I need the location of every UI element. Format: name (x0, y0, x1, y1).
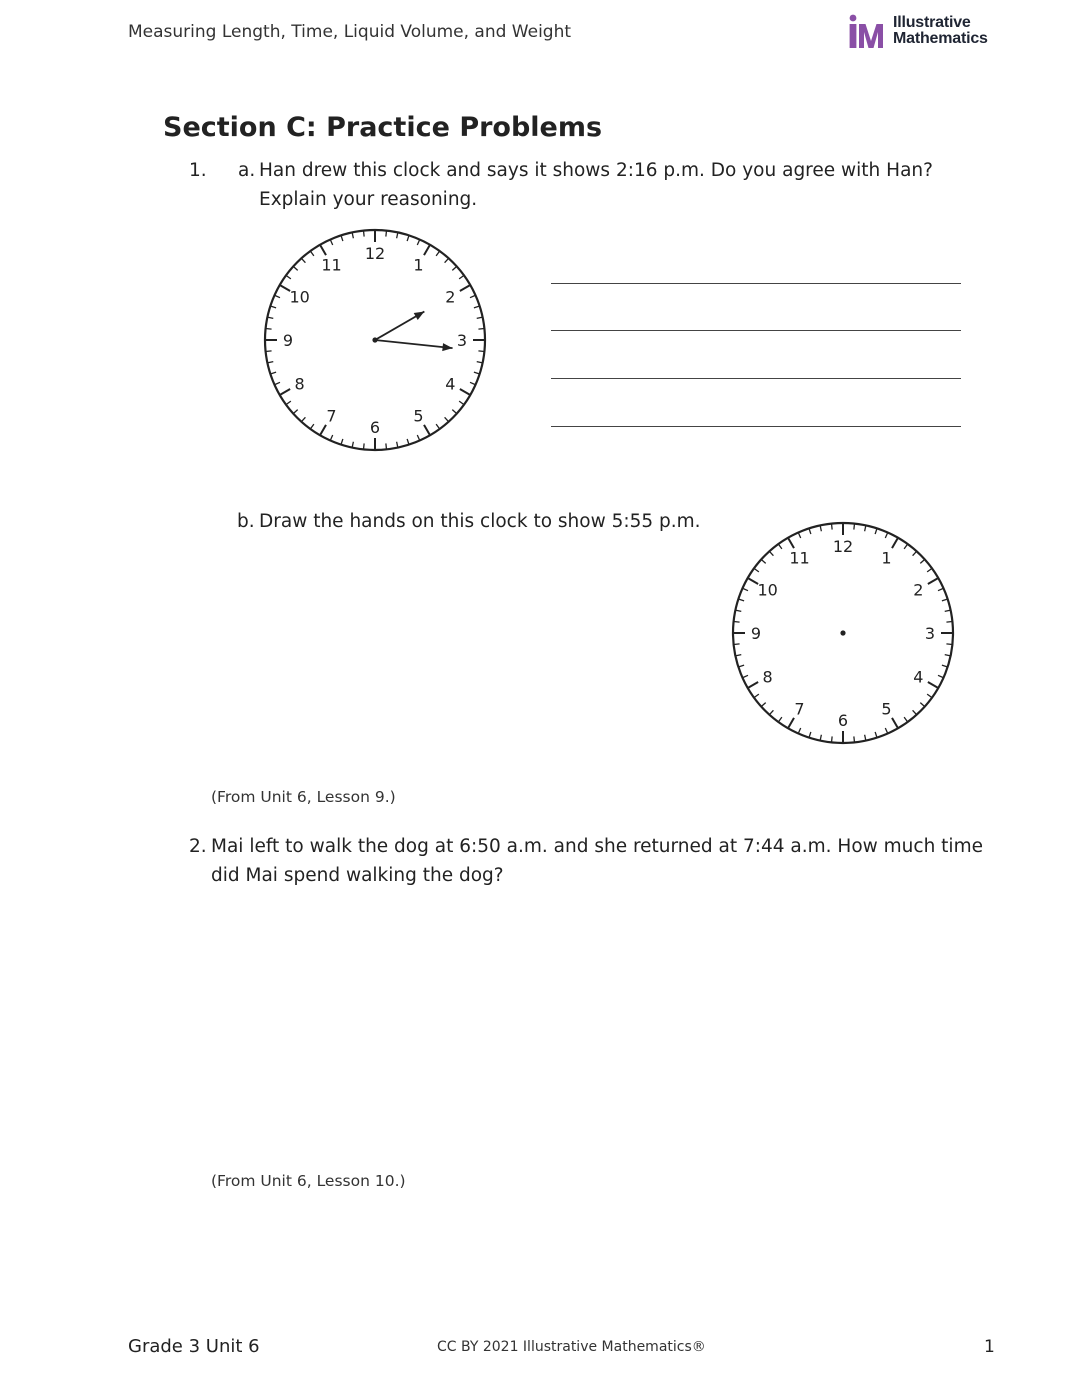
clock-tick (734, 622, 740, 623)
clock-number-7: 7 (794, 699, 805, 719)
problem-1a-label: a. (238, 160, 256, 181)
clock-tick (478, 329, 484, 330)
clock-tick (452, 410, 456, 414)
clock-tick (778, 717, 782, 722)
clock-tick (885, 533, 887, 538)
clock-tick (832, 736, 833, 742)
clock-tick (875, 732, 877, 738)
clock-tick (424, 425, 430, 435)
clock-tick (270, 372, 276, 374)
clock-tick (928, 682, 938, 688)
clock-number-10: 10 (289, 287, 310, 307)
clock-tick (904, 717, 908, 722)
clock-tick (904, 544, 908, 549)
footer-copyright: CC BY 2021 Illustrative Mathematics® (437, 1339, 706, 1355)
im-logo-icon (848, 14, 888, 50)
clock-tick (275, 295, 280, 297)
clock-number-8: 8 (294, 374, 305, 394)
answer-line-2[interactable] (551, 330, 961, 331)
clock-tick (832, 524, 833, 530)
clock-number-12: 12 (832, 537, 854, 556)
clock-tick (280, 389, 290, 395)
clock-tick (364, 231, 365, 237)
clock-number-3: 3 (456, 331, 468, 350)
clock-number-6: 6 (369, 418, 381, 437)
clock-tick (474, 372, 480, 374)
clock-tick (938, 675, 943, 677)
clock-tick (769, 551, 773, 555)
clock-tick (928, 578, 938, 584)
problem-2-text-line2: did Mai spend walking the dog? (211, 865, 504, 886)
clock-number-4: 4 (445, 374, 456, 394)
illustrative-mathematics-logo (848, 14, 998, 50)
clock-tick (436, 251, 440, 256)
clock-number-5: 5 (413, 406, 424, 426)
clock-tick (938, 588, 943, 590)
clock-center-dot (840, 630, 845, 635)
clock-tick (761, 559, 765, 563)
clock-tick (798, 533, 800, 538)
problem-2-text-line1: Mai left to walk the dog at 6:50 a.m. and she returned at 7:44 a.m. How much time (211, 836, 983, 857)
clock-tick (460, 389, 470, 395)
clock-tick (266, 329, 272, 330)
clock-tick (778, 544, 782, 549)
clock-with-hands (261, 226, 489, 454)
clock-number-9: 9 (282, 331, 294, 350)
clock-tick (320, 425, 326, 435)
logo-line-2: Mathematics (893, 30, 988, 47)
clock-number-7: 7 (326, 406, 337, 426)
clock-tick (885, 728, 887, 733)
clock-tick (407, 439, 409, 445)
clock-tick (798, 728, 800, 733)
clock-tick (270, 306, 276, 308)
clock-number-12: 12 (364, 244, 386, 263)
clock-tick (275, 382, 280, 384)
clock-tick (734, 644, 740, 645)
clock-tick (470, 295, 475, 297)
clock-tick (809, 528, 811, 534)
clock-number-11: 11 (789, 548, 810, 568)
problem-1b-label: b. (237, 511, 255, 532)
clock-tick (452, 266, 456, 270)
clock-tick (417, 435, 419, 440)
clock-tick (310, 424, 314, 429)
page-number: 1 (984, 1337, 995, 1357)
problem-1a-text-line1: Han drew this clock and says it shows 2:16 p.m. Do you agree with Han? (259, 160, 933, 181)
clock-tick (743, 675, 748, 677)
clock-number-2: 2 (445, 287, 456, 307)
clock-tick (920, 559, 924, 563)
clock-tick (892, 538, 898, 548)
clock-tick (417, 240, 419, 245)
clock-tick (754, 568, 759, 572)
problem-2-source: (From Unit 6, Lesson 10.) (211, 1172, 406, 1190)
clock-tick (913, 710, 917, 714)
clock-number-1: 1 (881, 548, 892, 568)
logo-line-1: Illustrative (893, 14, 971, 31)
clock-tick (854, 736, 855, 742)
clock-tick (738, 599, 744, 601)
problem-2-number: 2. (189, 836, 207, 857)
clock-tick (946, 622, 952, 623)
clock-tick (809, 732, 811, 738)
clock-tick (459, 275, 464, 279)
clock-tick (754, 694, 759, 698)
hour-hand-arrowhead (414, 312, 425, 320)
clock-tick (386, 443, 387, 449)
clock-number-2: 2 (913, 580, 924, 600)
clock-tick (364, 443, 365, 449)
clock-number-4: 4 (913, 667, 924, 687)
clock-tick (459, 401, 464, 405)
clock-tick (386, 231, 387, 237)
clock-tick (942, 665, 948, 667)
clock-number-6: 6 (837, 711, 849, 730)
clock-tick (875, 528, 877, 534)
clock-tick (330, 240, 332, 245)
clock-tick (301, 417, 305, 421)
footer-grade-unit: Grade 3 Unit 6 (128, 1336, 260, 1357)
clock-tick (310, 251, 314, 256)
clock-number-11: 11 (321, 255, 342, 275)
clock-tick (470, 382, 475, 384)
logo-wordmark (893, 15, 988, 47)
clock-tick (301, 258, 305, 262)
clock-tick (293, 410, 297, 414)
problem-1-number: 1. (189, 160, 207, 181)
clock-number-9: 9 (750, 624, 762, 643)
clock-tick (286, 275, 291, 279)
document-header-title: Measuring Length, Time, Liquid Volume, and Weight (128, 22, 572, 42)
clock-tick (769, 710, 773, 714)
clock-tick (320, 245, 326, 255)
clock-tick (478, 351, 484, 352)
clock-tick (293, 266, 297, 270)
clock-tick (913, 551, 917, 555)
clock-tick (286, 401, 291, 405)
clock-number-3: 3 (924, 624, 936, 643)
clock-tick (892, 718, 898, 728)
clock-tick (424, 245, 430, 255)
problem-1b-text: Draw the hands on this clock to show 5:55 p.m. (259, 511, 701, 532)
section-title: Section C: Practice Problems (163, 112, 603, 143)
answer-line-1[interactable] (551, 283, 961, 284)
clock-tick (445, 258, 449, 262)
answer-line-4[interactable] (551, 426, 961, 427)
clock-tick (788, 718, 794, 728)
problem-1a-text-line2: Explain your reasoning. (259, 189, 478, 210)
clock-tick (341, 439, 343, 445)
clock-number-10: 10 (757, 580, 778, 600)
answer-line-3[interactable] (551, 378, 961, 379)
clock-tick (761, 703, 765, 707)
clock-tick (738, 665, 744, 667)
problem-1-source: (From Unit 6, Lesson 9.) (211, 788, 396, 806)
clock-tick (436, 424, 440, 429)
clock-tick (445, 417, 449, 421)
clock-tick (927, 694, 932, 698)
clock-tick (474, 306, 480, 308)
clock-number-1: 1 (413, 255, 424, 275)
clock-number-8: 8 (762, 667, 773, 687)
clock-tick (927, 568, 932, 572)
clock-tick (748, 682, 758, 688)
clock-tick (407, 235, 409, 241)
clock-tick (920, 703, 924, 707)
blank-clock[interactable] (729, 519, 957, 747)
clock-tick (743, 588, 748, 590)
clock-tick (788, 538, 794, 548)
clock-tick (942, 599, 948, 601)
clock-tick (330, 435, 332, 440)
clock-tick (946, 644, 952, 645)
clock-tick (266, 351, 272, 352)
clock-tick (341, 235, 343, 241)
clock-tick (854, 524, 855, 530)
clock-number-5: 5 (881, 699, 892, 719)
clock-tick (460, 285, 470, 291)
minute-hand (375, 340, 453, 348)
